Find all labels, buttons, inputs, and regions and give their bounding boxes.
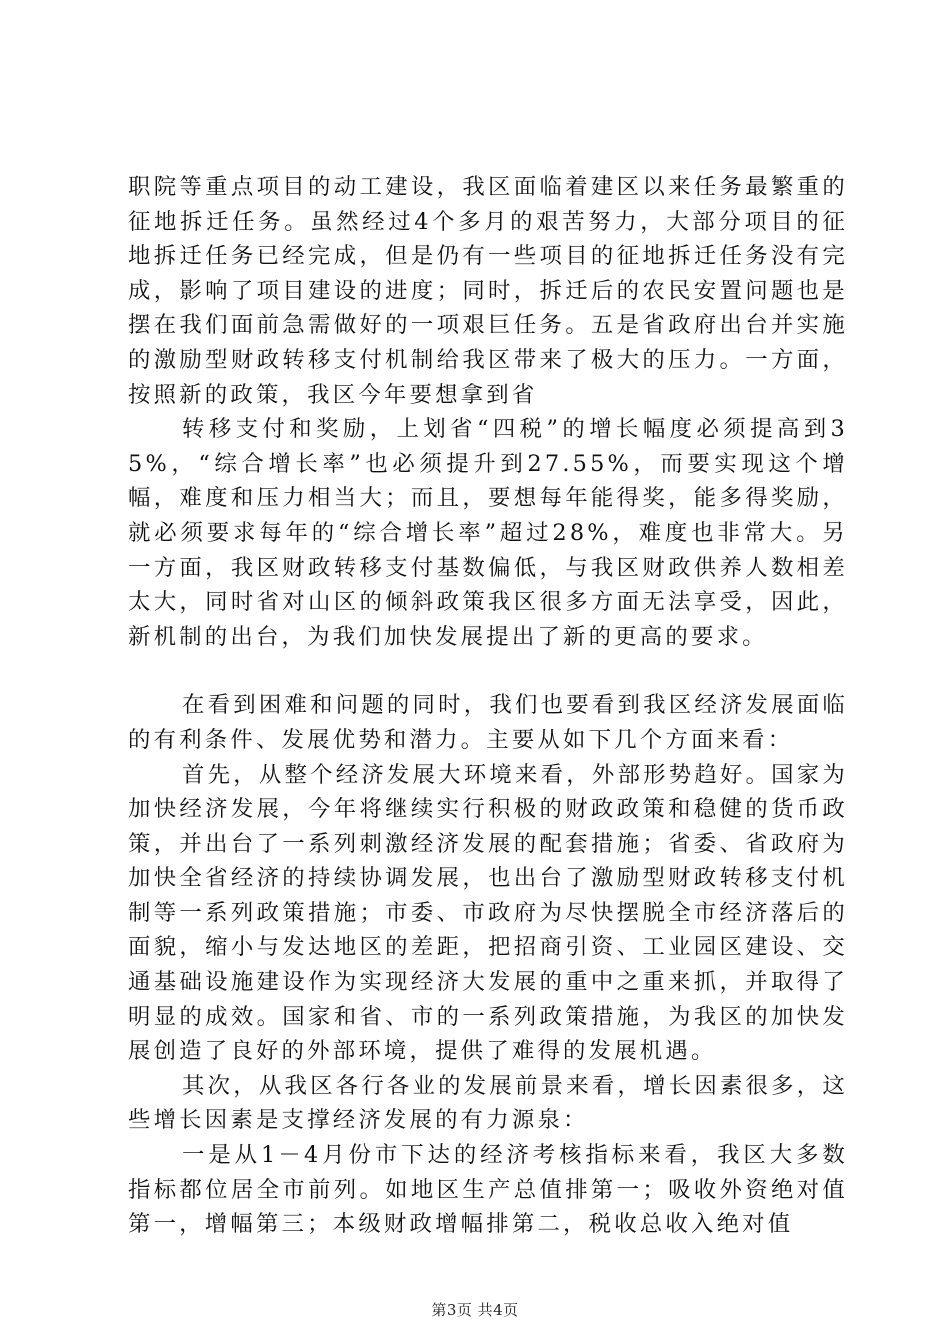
- paragraph-6: 一是从1－4月份市下达的经济考核指标来看，我区大多数指标都位居全市前列。如地区生产总值排第一；吸收外资绝对值第一，增幅第三；本级财政增幅排第二，税收总收入绝对值: [128, 1142, 848, 1238]
- paragraph-5: 其次，从我区各行各业的发展前景来看，增长因素很多，这些增长因素是支撑经济发展的有力源泉：: [128, 1072, 848, 1134]
- page-footer: 第3页 共4页: [431, 1301, 519, 1319]
- paragraph-4: 首先，从整个经济发展大环境来看，外部形势趋好。国家为加快经济发展，今年将继续实行积极的财政政策和稳健的货币政策，并出台了一系列刺激经济发展的配套措施；省委、省政府为加快全省经济的持续协调发展，也出台了激励型财政转移支付机制等一系列政策措施；市委、市政府为尽快摆脱全市经济落后的面貌，缩小与发达地区的差距，把招商引资、工业园区建设、交通基础设施建设作为实现经济大发展的重中之重来抓，并取得了明显的成效。国家和省、市的一系列政策措施，为我区的加快发展创造了良好的外部环境，提供了难得的发展机遇。: [128, 761, 848, 1065]
- paragraph-2: 转移支付和奖励，上划省“四税”的增长幅度必须提高到35%，“综合增长率”也必须提升到27.55%，而要实现这个增幅，难度和压力相当大；而且，要想每年能得奖，能多得奖励，就必须要求每年的“综合增长率”超过28%，难度也非常大。另一方面，我区财政转移支付基数偏低，与我区财政供养人数相差太大，同时省对山区的倾斜政策我区很多方面无法享受，因此，新机制的出台，为我们加快发展提出了新的更高的要求。: [128, 416, 848, 650]
- document-body: [128, 170, 848, 1242]
- paragraph-3: 在看到困难和问题的同时，我们也要看到我区经济发展面临的有利条件、发展优势和潜力。主要从如下几个方面来看：: [128, 692, 848, 753]
- paragraph-1: 职院等重点项目的动工建设，我区面临着建区以来任务最繁重的征地拆迁任务。虽然经过4个多月的艰苦努力，大部分项目的征地拆迁任务已经完成，但是仍有一些项目的征地拆迁任务没有完成，影响了项目建设的进度；同时，拆迁后的农民安置问题也是摆在我们面前急需做好的一项艰巨任务。五是省政府出台并实施的激励型财政转移支付机制给我区带来了极大的压力。一方面，按照新的政策，我区今年要想拿到省: [128, 174, 848, 408]
